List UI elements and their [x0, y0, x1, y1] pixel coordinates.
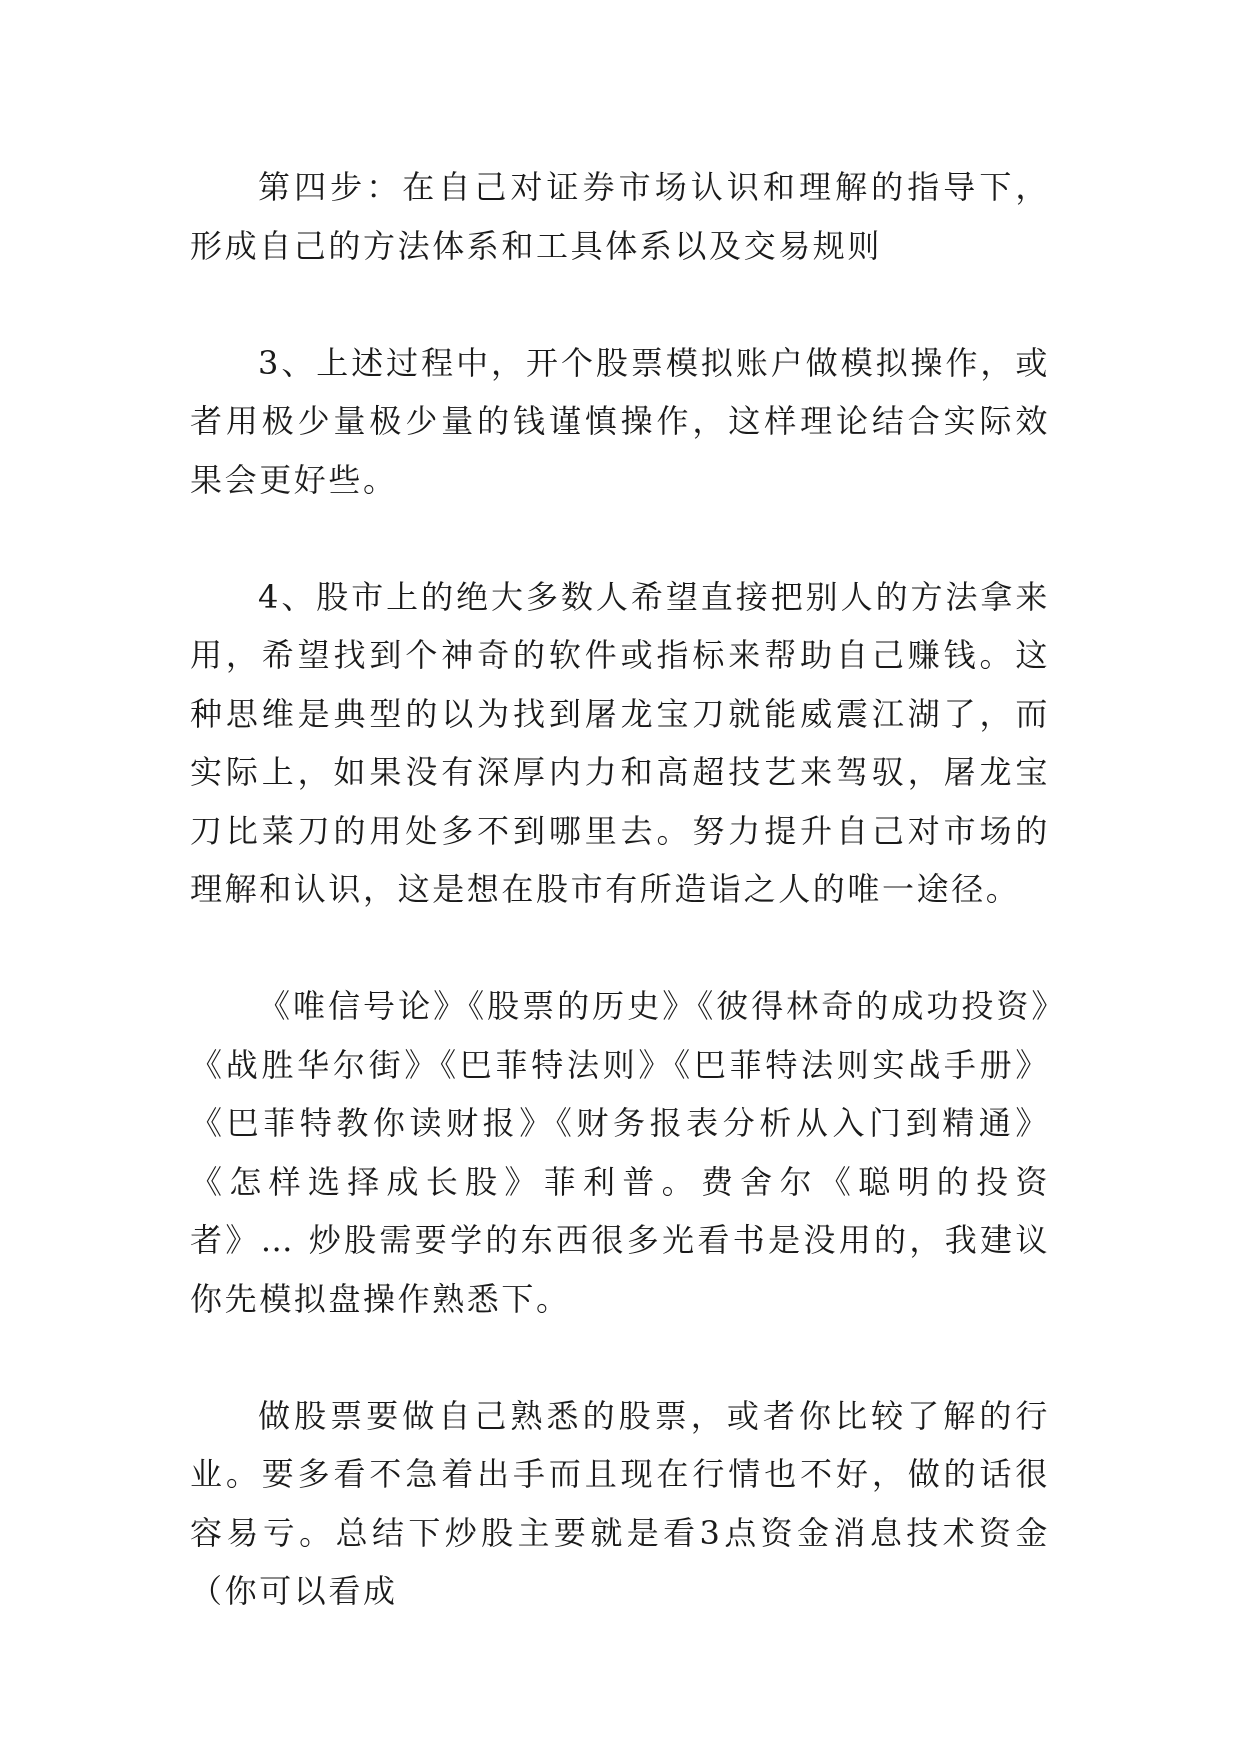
paragraph-point-four: 4、股市上的绝大多数人希望直接把别人的方法拿来用，希望找到个神奇的软件或指标来帮助自己赚钱。这种思维是典型的以为找到屠龙宝刀就能威震江湖了，而实际上，如果没有深厚内力和高超技艺来驾驭，屠龙宝刀比菜刀的用处多不到哪里去。努力提升自己对市场的理解和认识，这是想在股市有所造诣之人的唯一途径。	[190, 577, 1050, 908]
document-page	[190, 158, 1050, 1679]
paragraph-book-list: 《唯信号论》《股票的历史》《彼得林奇的成功投资》《战胜华尔街》《巴菲特法则》《巴菲特法则实战手册》《巴菲特教你读财报》《财务报表分析从入门到精通》《怎样选择成长股》菲利普。费舍尔《聪明的投资者》… 炒股需要学的东西很多光看书是没用的，我建议你先模拟盘操作熟悉下。	[190, 987, 1050, 1318]
paragraph-step-four: 第四步：在自己对证券市场认识和理解的指导下，形成自己的方法体系和工具体系以及交易规则	[190, 168, 1050, 265]
paragraph-point-three: 3、上述过程中，开个股票模拟账户做模拟操作，或者用极少量极少量的钱谨慎操作，这样理论结合实际效果会更好些。	[190, 343, 1050, 499]
paragraph-trading-advice: 做股票要做自己熟悉的股票，或者你比较了解的行业。要多看不急着出手而且现在行情也不好，做的话很容易亏。总结下炒股主要就是看3点资金消息技术资金（你可以看成	[190, 1396, 1050, 1610]
